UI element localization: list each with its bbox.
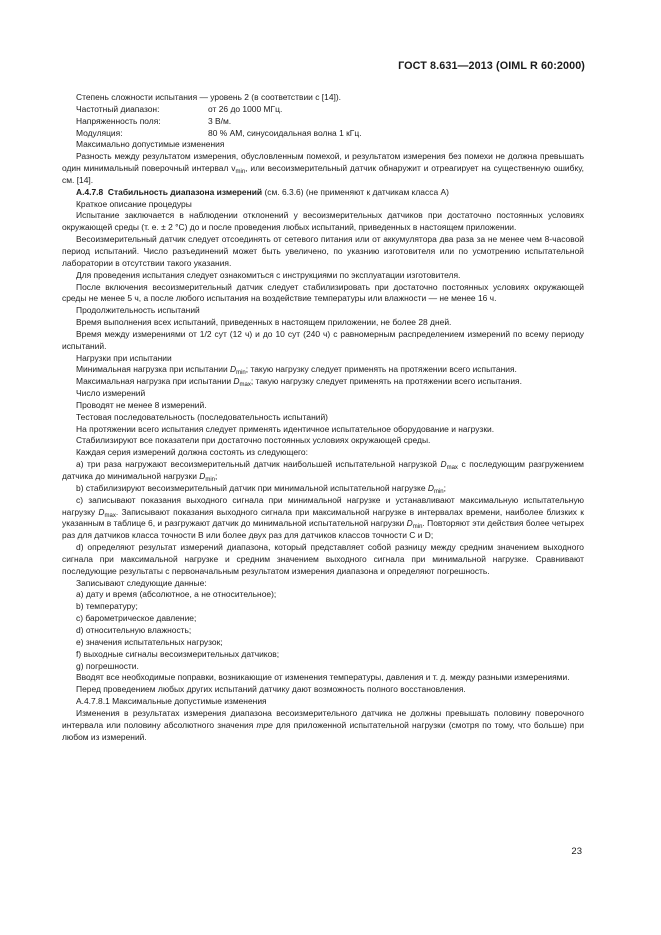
param-value: 80 % АМ, синусоидальная волна 1 кГц.	[208, 127, 362, 138]
symbol: D	[199, 471, 206, 481]
list-item: g) погрешности.	[76, 660, 139, 671]
subscript: max	[104, 512, 116, 519]
list-item	[62, 483, 584, 495]
symbol: D	[406, 518, 413, 529]
param-value: от 26 до 1000 МГц.	[208, 103, 283, 114]
paragraph: Стабилизируют все показатели при достаточно постоянных условиях окружающей среды.	[76, 435, 431, 446]
document-header: ГОСТ 8.631—2013 (OIML R 60:2000)	[398, 60, 585, 72]
subheading: Краткое описание процедуры	[76, 198, 192, 209]
paragraph	[62, 364, 584, 376]
symbol: D	[427, 482, 434, 493]
symbol: D	[98, 506, 105, 517]
list-item: d) относительную влажность;	[76, 624, 192, 635]
section-heading	[62, 187, 584, 199]
paragraph	[62, 151, 584, 187]
text: . Повторяют эти действия более четырех раз для датчиков класса точности В или более двух раз для датчиков классов точности С и D;	[62, 518, 584, 541]
subscript: min	[412, 524, 423, 531]
param-value: 3 В/м.	[208, 115, 232, 126]
paragraph: Проводят не менее 8 измерений.	[76, 399, 207, 410]
subscript: min	[236, 370, 246, 377]
list-item: а) дату и время (абсолютное, а не относительное);	[76, 589, 277, 600]
subscript: min	[205, 477, 216, 483]
emphasis: mpe	[256, 719, 273, 730]
paragraph: Вводят все необходимые поправки, возникающие от изменения температуры, давления и т. д. между разными измерениями.	[76, 672, 570, 683]
text: а) три раза нагружают весоизмерительный датчик наибольшей испытательной нагрузкой	[76, 459, 441, 470]
paragraph: Время выполнения всех испытаний, приведенных в настоящем приложении, не более 28 дней.	[76, 317, 452, 328]
text: b) стабилизируют весоизмерительный датчик при минимальной испытательной нагрузке	[76, 482, 428, 493]
param-label: Модуляция:	[76, 127, 123, 138]
paragraph: Степень сложности испытания — уровень 2 (в соответствии с [14]).	[76, 92, 342, 102]
text: с последующим разгружением датчика до минимальной нагрузки	[62, 459, 584, 481]
page-number: 23	[571, 846, 582, 857]
paragraph: Каждая серия измерений должна состоять из следующего:	[76, 447, 308, 458]
section-title: Стабильность диапазона измерений	[107, 186, 263, 197]
param-row	[62, 104, 584, 116]
subheading: Продолжительность испытаний	[76, 305, 200, 316]
section-note: (см. 6.3.6) (не применяют к датчикам класса А)	[262, 186, 449, 197]
text: ; такую нагрузку следует применять на протяжении всего испытания.	[245, 364, 517, 375]
text: ;	[443, 482, 446, 493]
symbol: D	[440, 459, 447, 470]
subscript: max	[446, 465, 458, 472]
text: , или весоизмерительный датчик обнаружит и отреагирует на существенную ошибку, см. [14].	[62, 163, 584, 185]
text: для приложенной испытательной нагрузки (смотря по тому, что больше) при любом из измерений.	[62, 719, 584, 742]
text: Разность между результатом измерения, обусловленным помехой, и результатом измерения без помехи не должна превышать один минимальный поверочный интервал v	[62, 151, 584, 174]
list-item: b) температуру;	[76, 601, 138, 612]
text: . Записывают показания выходного сигнала при максимальной нагрузке в интервалах времени, наиболее близких к указанным в таблице 6, и разгружают датчик до минимальной испытательной нагрузки	[62, 506, 584, 529]
list-item: f) выходные сигналы весоизмерительных датчиков;	[76, 648, 280, 659]
document-body	[62, 92, 584, 743]
paragraph: Весоизмерительный датчик следует отсоединять от сетевого питания или от аккумулятора два раза за не менее чем 8-часовой период испытаний. Число разъединений может быть увеличено, по указнию изготовителя или по усмотрению испытательной лаборатории в отсутствии такого указания.	[62, 234, 584, 268]
subheading: Нагрузки при испытании	[76, 352, 172, 363]
param-row	[62, 128, 584, 140]
list-item	[62, 495, 584, 542]
text: Минимальная нагрузка при испытании	[76, 364, 230, 375]
list-item: е) значения испытательных нагрузок;	[76, 636, 223, 647]
subscript: min	[433, 488, 444, 495]
text: Максимальная нагрузка при испытании	[76, 376, 234, 387]
paragraph	[62, 376, 584, 388]
paragraph: Для проведения испытания следует ознакомиться с инструкциями по эксплуатации изготовителя.	[76, 269, 461, 280]
list-item: с) барометрическое давление;	[76, 613, 197, 624]
paragraph: Время между измерениями от 1/2 сут (12 ч) и до 10 сут (240 ч) с равномерным распределением измерений по всему периоду испытаний.	[62, 328, 584, 351]
paragraph: Испытание заключается в наблюдении отклонений у весоизмерительных датчиков при достаточно постоянных условиях окружающей среды (т. е. ± 2 °С) до и после проведения любых испытаний, приведенных в настоящем приложении.	[62, 210, 584, 233]
text: ;	[215, 471, 218, 481]
subsection-heading: А.4.7.8.1 Максимальные допустимые изменения	[76, 696, 267, 707]
subheading: Тестовая последовательность (последовательность испытаний)	[76, 411, 328, 422]
paragraph: На протяжении всего испытания следует применять идентичное испытательное оборудование и нагрузки.	[76, 423, 495, 434]
subscript: min	[235, 169, 246, 176]
text: ; такую нагрузку следует применять на протяжении всего испытания.	[250, 376, 522, 387]
paragraph: После включения весоизмерительный датчик следует стабилизировать при достаточно постоянных условиях окружающей среды не менее 5 ч, а после любого испытания на воздействие температуры или влажности — не менее 16 ч.	[62, 281, 584, 304]
paragraph	[62, 708, 584, 744]
symbol: D	[233, 376, 240, 387]
text: Изменения в результатах измерения диапазона весоизмерительного датчика не должны превышать половину поверочного интервала или половину абсолютного значения	[62, 707, 584, 730]
paragraph: Максимально допустимые изменения	[76, 139, 225, 150]
list-item	[62, 459, 584, 483]
paragraph: Записывают следующие данные:	[76, 577, 207, 588]
param-label: Напряженность поля:	[76, 115, 161, 126]
paragraph: Перед проведением любых других испытаний датчику дают возможность полного восстановления.	[76, 684, 466, 695]
subscript: max	[239, 382, 251, 389]
list-item: d) определяют результат измерений диапазона, который представляет собой разницу между средним значением выходного сигнала при максимальной нагрузке и средним значением выходного сигнала при минимальной нагрузке. Сравнивают последующие результаты с первоначальным результатом измерения диапазона и определяют погрешность.	[62, 542, 584, 576]
param-row	[62, 116, 584, 128]
param-label: Частотный диапазон:	[76, 103, 160, 114]
text: с) записывают показания выходного сигнала при минимальной нагрузке и устанавливают максимальную испытательную нагрузку	[62, 494, 584, 517]
symbol: D	[230, 364, 237, 375]
subheading: Число измерений	[76, 388, 146, 399]
section-number: А.4.7.8	[76, 186, 104, 197]
